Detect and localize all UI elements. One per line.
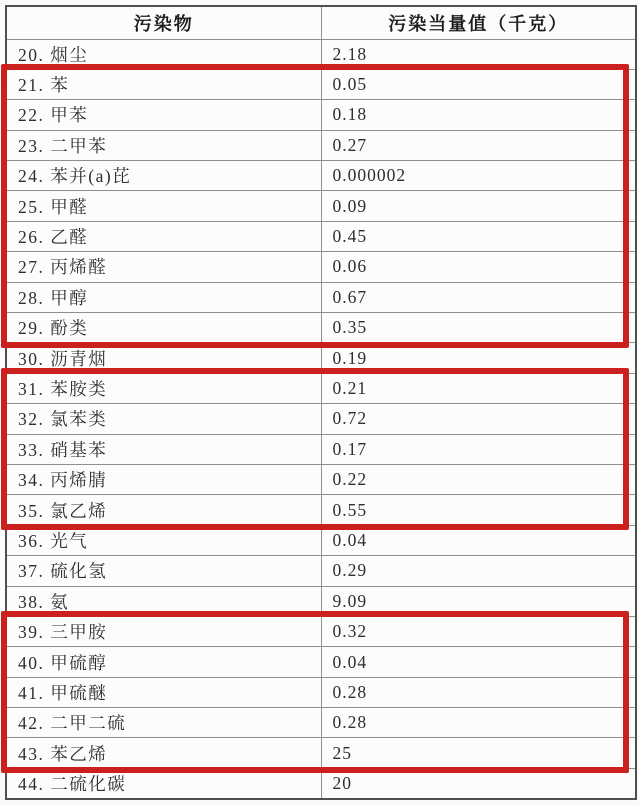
pollutant-name-cell: 33. 硝基苯 [6,434,321,464]
equivalent-value-cell: 0.19 [321,343,636,373]
equivalent-value-cell: 0.28 [321,677,636,707]
pollutant-name-cell: 29. 酚类 [6,313,321,343]
pollutant-name-cell: 31. 苯胺类 [6,373,321,403]
table-row [6,434,636,464]
pollutant-name-cell: 42. 二甲二硫 [6,708,321,738]
table-row [6,586,636,616]
equivalent-value-cell: 0.55 [321,495,636,525]
table-body [6,39,636,799]
equivalent-value-cell: 0.29 [321,556,636,586]
pollutant-name-cell: 30. 沥青烟 [6,343,321,373]
equivalent-value-cell: 0.67 [321,282,636,312]
pollutant-name-cell: 36. 光气 [6,525,321,555]
pollutant-name-cell: 26. 乙醛 [6,221,321,251]
table-row [6,100,636,130]
table-row [6,738,636,768]
table-row [6,252,636,282]
table-row [6,556,636,586]
pollutant-name-cell: 27. 丙烯醛 [6,252,321,282]
equivalent-value-cell: 0.18 [321,100,636,130]
pollutant-name-cell: 38. 氨 [6,586,321,616]
table-row [6,768,636,798]
pollutant-name-cell: 28. 甲醇 [6,282,321,312]
pollutant-name-cell: 37. 硫化氢 [6,556,321,586]
equivalent-value-cell: 0.09 [321,191,636,221]
equivalent-value-cell: 0.04 [321,647,636,677]
pollutant-name-cell: 44. 二硫化碳 [6,768,321,798]
pollutant-name-cell: 24. 苯并(a)芘 [6,161,321,191]
table-row [6,39,636,69]
pollutant-name-cell: 25. 甲醛 [6,191,321,221]
table-header-row [6,6,636,39]
equivalent-value-cell: 0.05 [321,69,636,99]
equivalent-value-cell: 0.28 [321,708,636,738]
table-row [6,495,636,525]
pollutant-name-cell: 34. 丙烯腈 [6,464,321,494]
table-row [6,69,636,99]
table-row [6,282,636,312]
equivalent-value-cell: 0.04 [321,525,636,555]
equivalent-value-cell: 25 [321,738,636,768]
table-row [6,161,636,191]
table-row [6,191,636,221]
pollutant-name-cell: 22. 甲苯 [6,100,321,130]
pollutant-equivalent-table [5,5,637,800]
equivalent-value-cell: 0.72 [321,404,636,434]
table-row [6,616,636,646]
table-row [6,708,636,738]
pollutant-name-cell: 39. 三甲胺 [6,616,321,646]
equivalent-value-cell: 9.09 [321,586,636,616]
pollutant-name-cell: 20. 烟尘 [6,39,321,69]
equivalent-value-cell: 0.17 [321,434,636,464]
pollutant-name-cell: 21. 苯 [6,69,321,99]
pollutant-name-cell: 32. 氯苯类 [6,404,321,434]
table-row [6,313,636,343]
table-row [6,130,636,160]
pollutant-name-cell: 41. 甲硫醚 [6,677,321,707]
pollutant-name-cell: 40. 甲硫醇 [6,647,321,677]
equivalent-value-cell: 0.35 [321,313,636,343]
equivalent-value-cell: 20 [321,768,636,798]
equivalent-value-cell: 0.45 [321,221,636,251]
equivalent-value-cell: 2.18 [321,39,636,69]
table-row [6,525,636,555]
column-header-pollutant: 污染物 [6,6,321,39]
equivalent-value-cell: 0.21 [321,373,636,403]
column-header-equivalent-value: 污染当量值（千克） [321,6,636,39]
equivalent-value-cell: 0.06 [321,252,636,282]
pollutant-name-cell: 35. 氯乙烯 [6,495,321,525]
equivalent-value-cell: 0.27 [321,130,636,160]
table-row [6,647,636,677]
table-row [6,677,636,707]
equivalent-value-cell: 0.22 [321,464,636,494]
table-row [6,221,636,251]
table-row [6,464,636,494]
equivalent-value-cell: 0.32 [321,616,636,646]
table-row [6,373,636,403]
equivalent-value-cell: 0.000002 [321,161,636,191]
pollutant-name-cell: 23. 二甲苯 [6,130,321,160]
pollutant-name-cell: 43. 苯乙烯 [6,738,321,768]
table-row [6,404,636,434]
table-row [6,343,636,373]
